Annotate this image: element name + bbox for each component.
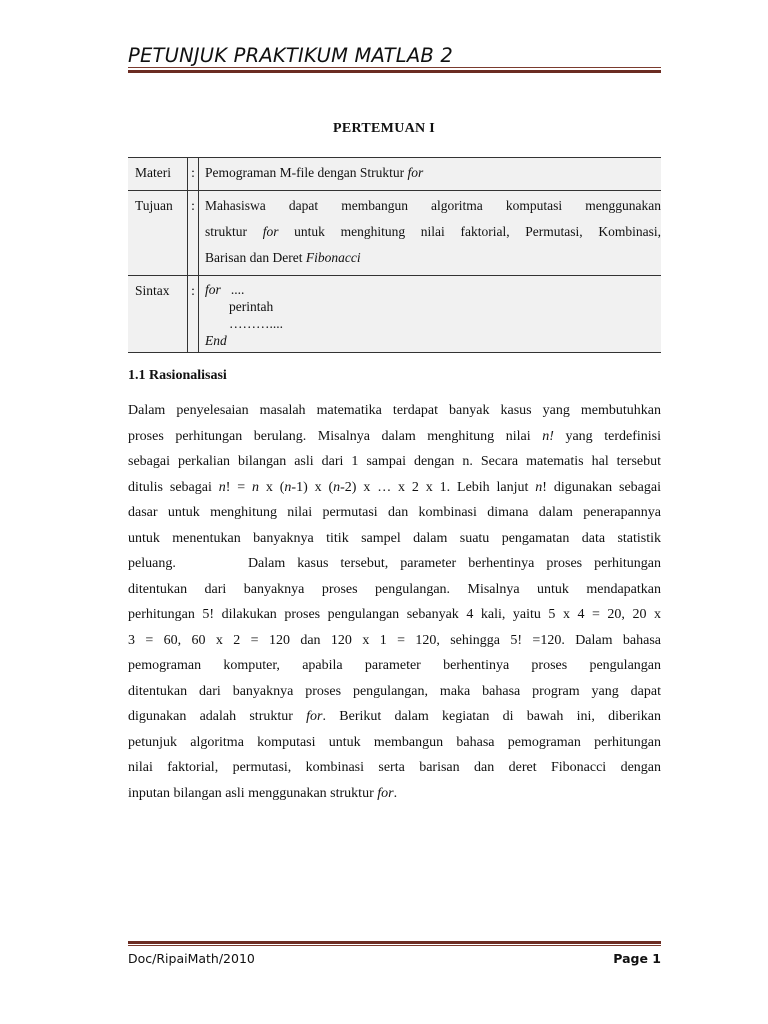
- sintax-line-1-rest: ....: [220, 282, 245, 297]
- paragraph-line-15: nilai faktorial, permutasi, kombinasi serta barisan dan deret Fibonacci dengan: [128, 760, 661, 775]
- paragraph-line-16-italic: for: [377, 785, 394, 801]
- formula-n-2: n: [252, 479, 260, 495]
- paragraph-line-9: perhitungan 5! dilakukan proses pengulangan sebanyak 4 kali, yaitu 5 x 4 = 20, 20 x: [128, 607, 661, 622]
- sintax-line-3: ………....: [229, 316, 283, 331]
- paragraph-line-7: peluang. Dalam kasus tersebut, parameter berhentinya proses perhitungan: [128, 556, 661, 571]
- meeting-title: PERTEMUAN I: [333, 121, 435, 136]
- tujuan-line-2-italic: for: [262, 224, 279, 239]
- materi-value-text: Pemograman M-file dengan Struktur: [205, 165, 408, 180]
- formula-x-1: x (: [259, 479, 285, 495]
- sintax-line-2: perintah: [229, 299, 274, 314]
- formula-n-3: n: [284, 479, 292, 495]
- paragraph-line-13: [128, 704, 661, 730]
- paragraph-line-13-post: . Berikut dalam kegiatan di bawah ini, diberikan: [322, 709, 661, 724]
- paragraph-line-8: ditentukan dari banyaknya proses pengulangan. Misalnya untuk mendapatkan: [128, 581, 661, 597]
- paragraph-line-2-pre: proses perhitungan berulang. Misalnya dalam menghitung nilai: [128, 428, 543, 444]
- paragraph-line-1: Dalam penyelesaian masalah matematika terdapat banyak kasus yang membutuhkan: [128, 403, 661, 418]
- footer-page-number: Page 1: [613, 951, 661, 966]
- section-heading: 1.1 Rasionalisasi: [128, 368, 227, 383]
- paragraph-line-4-post: ! digunakan sebagai: [542, 479, 661, 495]
- materi-colon: :: [188, 158, 199, 191]
- formula-m-2: -2) x … x 2 x 1. Lebih lanjut: [340, 479, 536, 495]
- paragraph-line-13-pre: digunakan adalah struktur: [128, 709, 307, 724]
- formula-m-1: -1) x (: [291, 479, 334, 495]
- paragraph-line-16: [128, 781, 661, 807]
- paragraph-line-2-post: yang terdefinisi: [553, 428, 661, 444]
- paragraph-line-4: [128, 475, 661, 501]
- info-table: [128, 157, 661, 353]
- tujuan-colon: :: [188, 191, 199, 276]
- formula-n-1: n: [218, 479, 226, 495]
- tujuan-line-2: [205, 219, 661, 245]
- tujuan-line-2-pre: struktur: [205, 224, 263, 239]
- paragraph-line-13-italic: for: [306, 709, 323, 724]
- paragraph-line-6: untuk menentukan banyaknya titik sampel dalam suatu pengamatan data statistik: [128, 530, 661, 546]
- formula-n-5: n: [535, 479, 543, 495]
- sintax-label: Sintax: [128, 276, 188, 353]
- paragraph-line-16-pre: inputan bilangan asli menggunakan struktur: [128, 785, 378, 801]
- sintax-value: [199, 276, 662, 353]
- paragraph-line-5: dasar untuk menghitung nilai permutasi dan kombinasi dimana dalam penerapannya: [128, 505, 661, 520]
- header-rule-thick: [128, 70, 661, 73]
- formula-n-4: n: [333, 479, 341, 495]
- materi-label: Materi: [128, 158, 188, 191]
- paragraph-line-2-italic: n!: [542, 428, 554, 444]
- paragraph-line-11: pemograman komputer, apabila parameter berhentinya proses pengulangan: [128, 658, 661, 673]
- materi-value-italic: for: [407, 165, 424, 180]
- sintax-colon: :: [188, 276, 199, 353]
- tujuan-label: Tujuan: [128, 191, 188, 276]
- tujuan-value: [199, 191, 662, 276]
- sintax-line-1: [205, 281, 661, 298]
- paragraph-line-2: [128, 424, 661, 450]
- paragraph-line-4-pre: ditulis sebagai: [128, 479, 219, 495]
- info-row-tujuan: [128, 191, 661, 276]
- footer-rule-thin: [128, 945, 661, 946]
- tujuan-line-1: Mahasiswa dapat membangun algoritma komputasi menggunakan: [205, 198, 661, 213]
- paragraph-line-12: ditentukan dari banyaknya proses pengulangan, maka bahasa program yang dapat: [128, 683, 661, 699]
- tujuan-line-3-pre: Barisan dan Deret: [205, 250, 306, 265]
- section-paragraph: [128, 398, 661, 806]
- header-rule-thin: [128, 67, 661, 68]
- sintax-end-keyword: End: [205, 333, 227, 348]
- info-row-sintax: [128, 276, 661, 353]
- footer-rule-thick: [128, 941, 661, 944]
- tujuan-line-3: [205, 245, 661, 271]
- paragraph-line-14: petunjuk algoritma komputasi untuk membangun bahasa pemograman perhitungan: [128, 734, 661, 750]
- sintax-line-4: [205, 332, 661, 349]
- footer-doc-id: Doc/RipaiMath/2010: [128, 951, 255, 966]
- sintax-for-keyword: for: [205, 282, 221, 297]
- materi-value: [199, 158, 662, 191]
- paragraph-line-3: sebagai perkalian bilangan asli dari 1 sampai dengan n. Secara matematis hal tersebut: [128, 454, 661, 469]
- info-row-materi: [128, 158, 661, 191]
- paragraph-line-16-post: .: [393, 785, 398, 801]
- paragraph-line-10: 3 = 60, 60 x 2 = 120 dan 120 x 1 = 120, sehingga 5! =120. Dalam bahasa: [128, 632, 661, 648]
- tujuan-line-3-italic: Fibonacci: [305, 250, 361, 265]
- header-title: PETUNJUK PRAKTIKUM MATLAB 2: [128, 44, 453, 67]
- formula-eq: ! =: [225, 479, 253, 495]
- tujuan-line-2-post: untuk menghitung nilai faktorial, Permutasi, Kombinasi,: [278, 224, 661, 239]
